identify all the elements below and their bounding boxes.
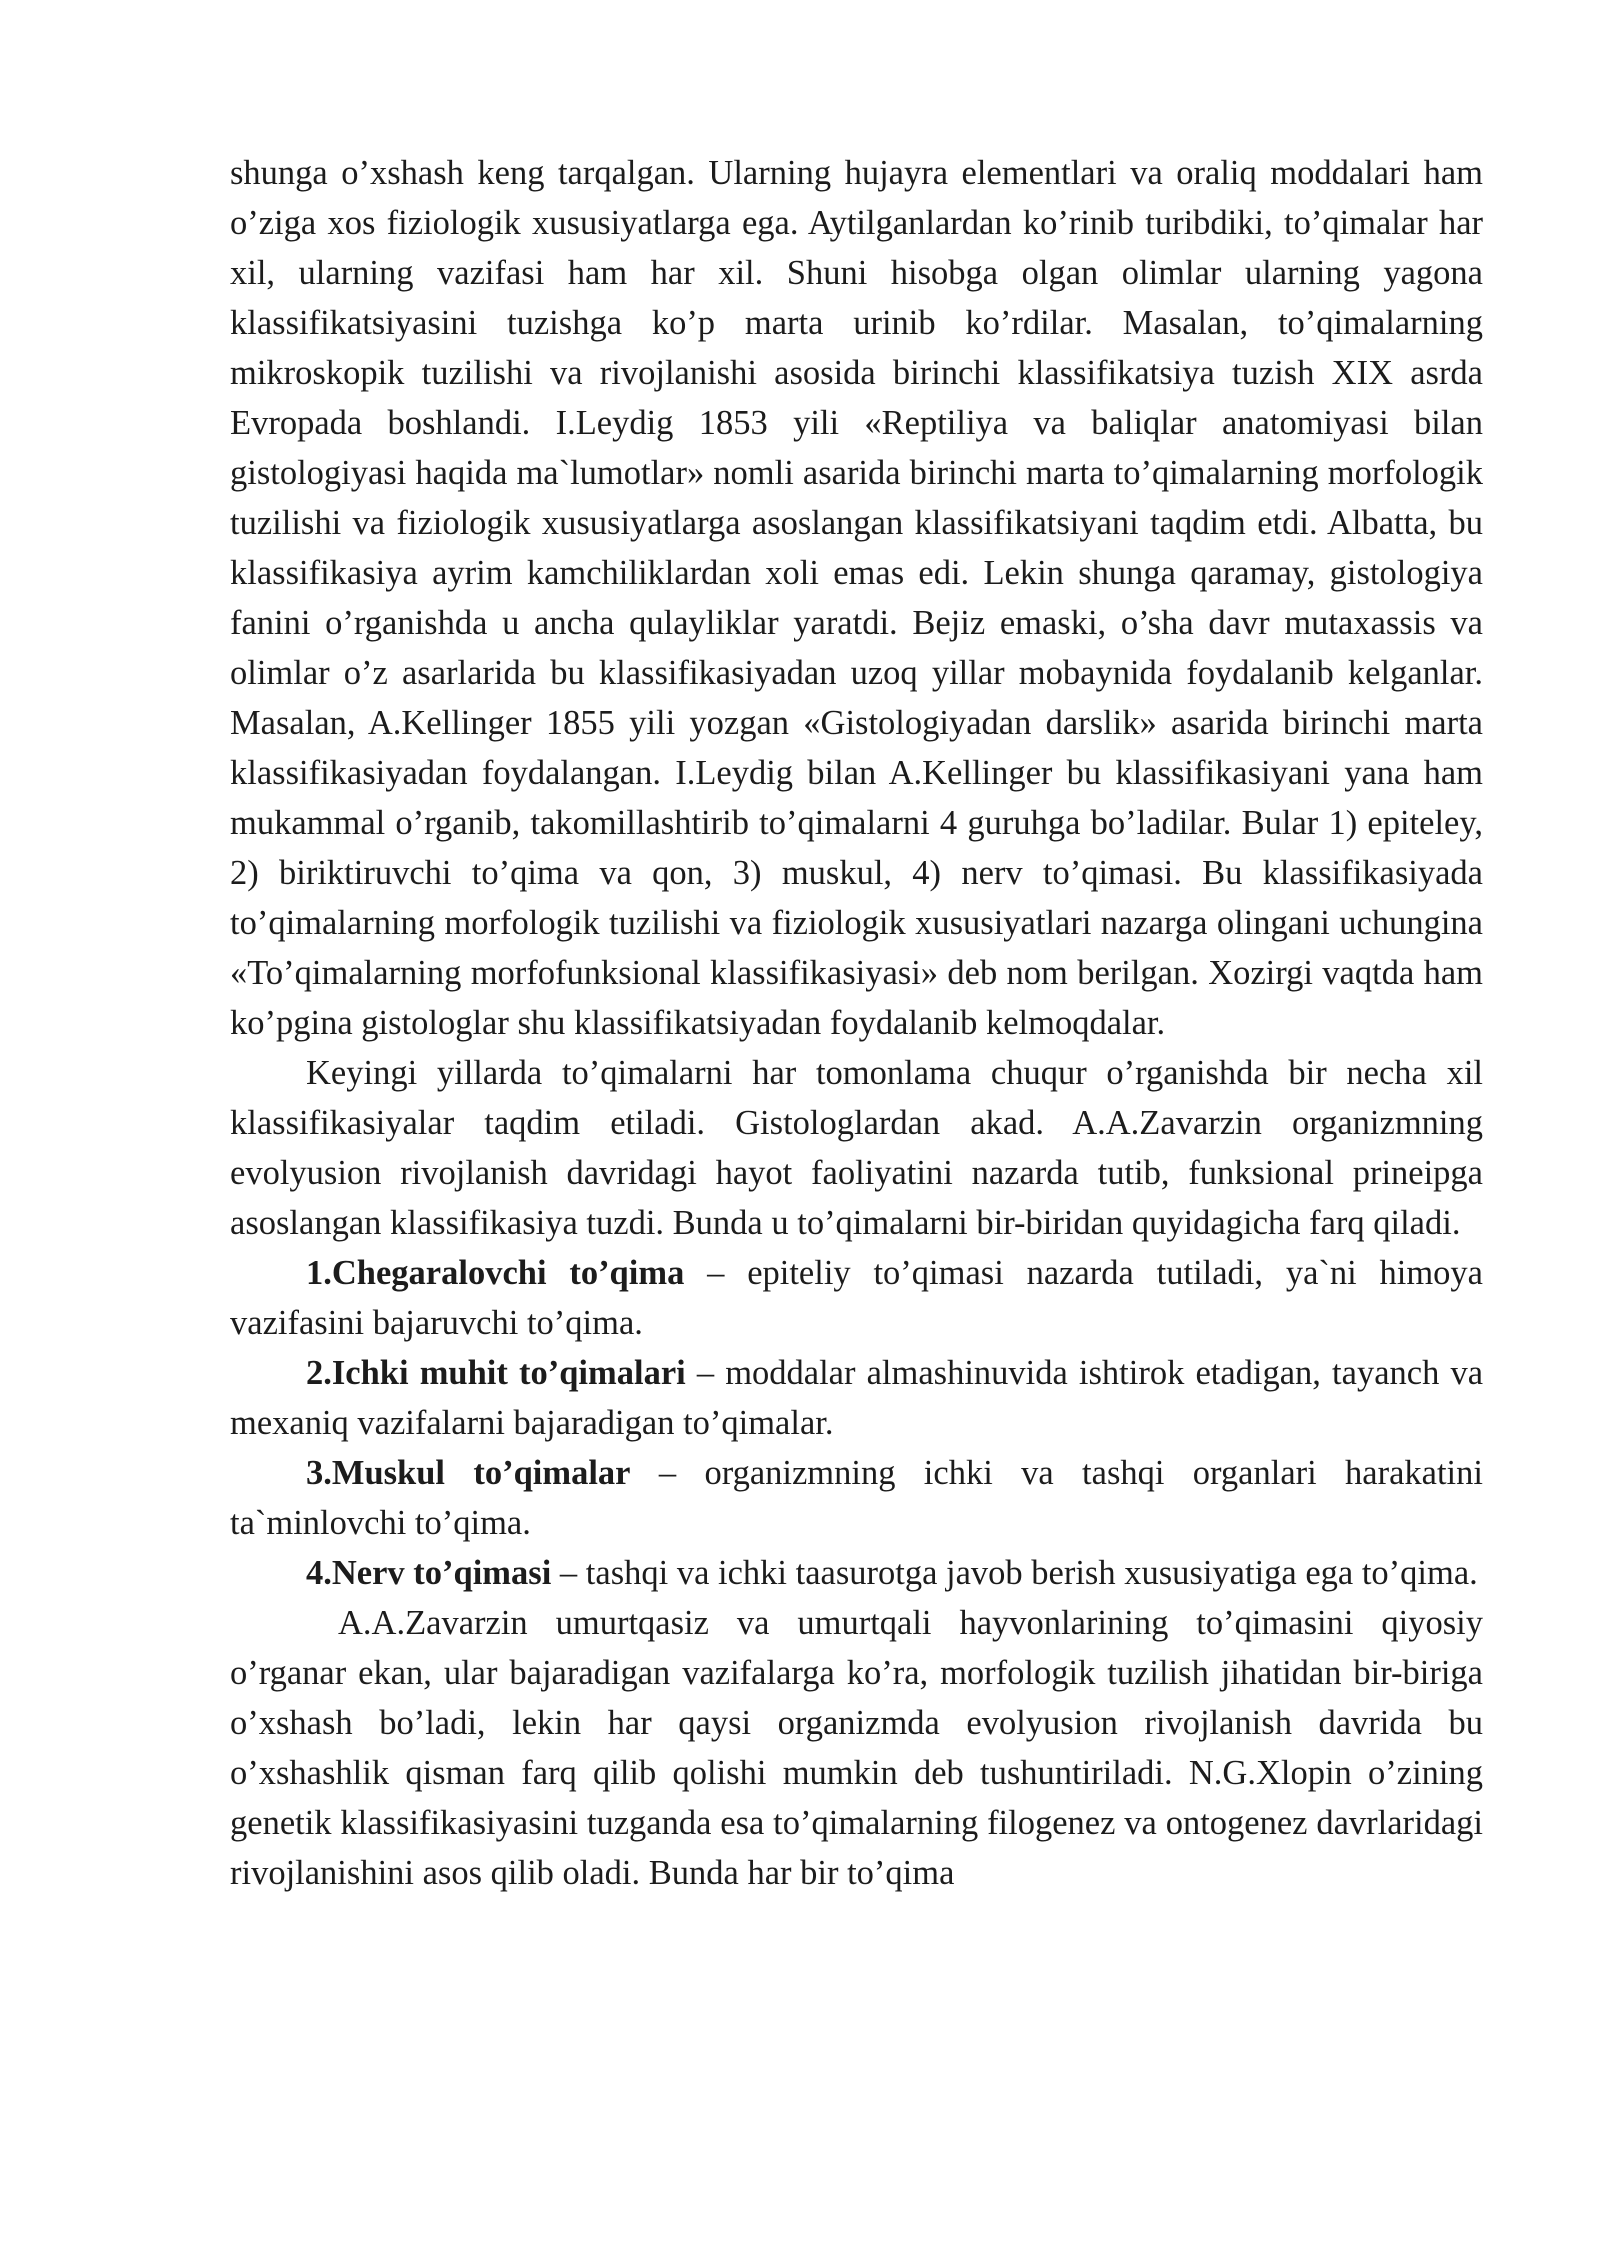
list-item-muscle-tissue <box>230 1448 1483 1548</box>
list-item-text: – tashqi va ichki taasurotga javob berish xususiyatiga ega to’qima. <box>551 1554 1478 1592</box>
list-item-text: – epiteliy to’qimasi nazarda tutiladi, ya`ni himoya vazifasini bajaruvchi to’qima. <box>230 1254 1483 1342</box>
list-item-nerve-tissue <box>230 1548 1483 1598</box>
list-item-text: – organizmning ichki va tashqi organlari harakatini ta`minlovchi to’qima. <box>230 1454 1483 1542</box>
paragraph-zavarzin-xlopin: A.A.Zavarzin umurtqasiz va umurtqali hayvonlarining to’qimasini qiyosiy o’rganar ekan, ular bajaradigan vazifalarga ko’ra, morfologik tuzilish jihatidan bir-biriga o’xshash bo’ladi, lekin har qaysi organizmda evolyusion rivojlanish davrida bu o’xshashlik qisman farq qilib qolishi mumkin deb tushuntiriladi. N.G.Xlopin o’zining genetik klassifikasiyasini tuzganda esa to’qimalarning filogenez va ontogenez davrlaridagi rivojlanishini asos qilib oladi. Bunda har bir to’qima <box>230 1604 1483 1892</box>
list-item-title: 3.Muskul to’qimalar <box>306 1454 631 1492</box>
list-item-text: – moddalar almashinuvida ishtirok etadigan, tayanch va mexaniq vazifalarni bajaradigan to’qimalar. <box>230 1354 1484 1442</box>
paragraph-zavarzin-intro: Keyingi yillarda to’qimalarni har tomonlama chuqur o’rganishda bir necha xil klassifikasiyalar taqdim etiladi. Gistologlardan akad. A.A.Zavarzin organizmning evolyusion rivojlanish davridagi hayot faoliyatini nazarda tutib, funksional prineipga asoslangan klassifikasiya tuzdi. Bunda u to’qimalarni bir-biridan quyidagicha farq qiladi. <box>230 1054 1483 1242</box>
paragraph-tissue-classification-history: shunga o’xshash keng tarqalgan. Ularning hujayra elementlari va oraliq moddalari ham o’ziga xos fiziologik xususiyatlarga ega. Aytilganlardan ko’rinib turibdiki, to’qimalar har xil, ularning vazifasi ham har xil. Shuni hisobga olgan olimlar ularning yagona klassifikatsiyasini tuzishga ko’p marta urinib ko’rdilar. Masalan, to’qimalarning mikroskopik tuzilishi va rivojlanishi asosida birinchi klassifikatsiya tuzish XIX asrda Evropada boshlandi. I.Leydig 1853 yili «Reptiliya va baliqlar anatomiyasi bilan gistologiyasi haqida ma`lumotlar» nomli asarida birinchi marta to’qimalarning morfologik tuzilishi va fiziologik xususiyatlarga asoslangan klassifikatsiyani taqdim etdi. Albatta, bu klassifikasiya ayrim kamchiliklardan xoli emas edi. Lekin shunga qaramay, gistologiya fanini o’rganishda u ancha qulayliklar yaratdi. Bejiz emaski, o’sha davr mutaxassis va olimlar o’z asarlarida bu klassifikasiyadan uzoq yillar mobaynida foydalanib kelganlar. Masalan, A.Kellinger 1855 yili yozgan «Gistologiyadan darslik» asarida birinchi marta klassifikasiyadan foydalangan. I.Leydig bilan A.Kellinger bu klassifikasiyani yana ham mukammal o’rganib, takomillashtirib to’qimalarni 4 guruhga bo’ladilar. Bular 1) epiteley, 2) biriktiruvchi to’qima va qon, 3) muskul, 4) nerv to’qimasi. Bu klassifikasiyada to’qimalarning morfologik tuzilishi va fiziologik xususiyatlari nazarga olingani uchungina «To’qimalarning morfofunksional klassifikasiyasi» deb nom berilgan. Xozirgi vaqtda ham ko’pgina gistologlar shu klassifikatsiyadan foydalanib kelmoqdalar. <box>230 154 1483 1042</box>
list-item-title: 1.Chegaralovchi to’qima <box>306 1254 685 1292</box>
list-item-internal-environment <box>230 1348 1483 1448</box>
list-item-border-tissue <box>230 1248 1483 1348</box>
list-item-title: 4.Nerv to’qimasi <box>306 1554 552 1592</box>
body-text <box>230 148 1483 1898</box>
list-item-title: 2.Ichki muhit to’qimalari <box>306 1354 686 1392</box>
